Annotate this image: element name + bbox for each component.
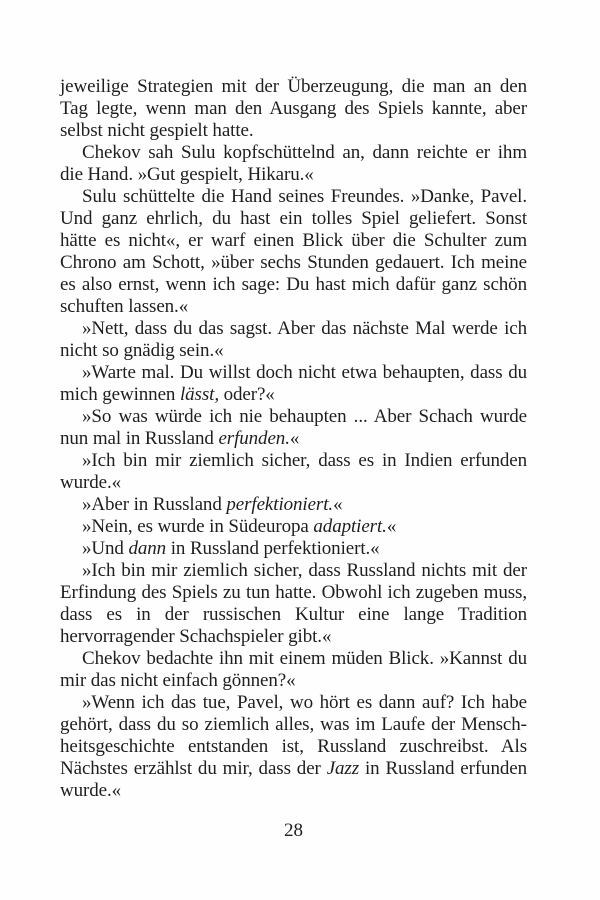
page-text [60, 76, 527, 802]
paragraph [60, 494, 527, 516]
text-run: Chekov bedachte ihn mit einem müden Blick. »Kannst du mir das nicht einfach gönnen?« [60, 648, 527, 691]
italic-text-run: erfunden. [218, 428, 290, 449]
text-run: oder?« [218, 384, 275, 405]
italic-text-run: Jazz [326, 758, 360, 779]
text-run: »Nein, es wurde in Südeuropa [82, 516, 314, 537]
paragraph [60, 406, 527, 450]
paragraph [60, 76, 527, 142]
text-run: »Ich bin mir ziemlich sicher, dass es in Indien erfunden wurde.« [60, 450, 527, 493]
text-run: »Ich bin mir ziemlich sicher, dass Russland nichts mit der Erfindung des Spiels zu tun hatte. Obwohl ich zugeben muss, dass es in der russischen Kultur eine lange Tradition hervorragender Schachspieler gibt.« [60, 560, 527, 647]
paragraph [60, 692, 527, 802]
italic-text-run: dann [128, 538, 167, 559]
italic-text-run: lässt, [179, 384, 219, 405]
text-run: jeweilige Strategien mit der Überzeugung, die man an den Tag legte, wenn man den Ausgang des Spiels kannte, aber selbst nicht gespielt hatte. [60, 76, 527, 141]
paragraph [60, 142, 527, 186]
paragraph [60, 362, 527, 406]
paragraph [60, 648, 527, 692]
paragraph [60, 560, 527, 648]
italic-text-run: adaptiert. [313, 516, 387, 537]
text-run: »Und [82, 538, 129, 559]
paragraph [60, 516, 527, 538]
paragraph [60, 318, 527, 362]
paragraph [60, 538, 527, 560]
text-run: »Aber in Russland [82, 494, 227, 515]
paragraph [60, 186, 527, 318]
text-run: in Russland perfektioniert.« [166, 538, 380, 559]
text-run: »Nett, dass du das sagst. Aber das nächste Mal werde ich nicht so gnädig sein.« [60, 318, 527, 361]
text-run: »Warte mal. Du willst doch nicht etwa behaupten, dass du mich gewinnen [60, 362, 527, 405]
text-run: « [333, 494, 343, 515]
text-run: Chekov sah Sulu kopfschüttelnd an, dann reichte er ihm die Hand. »Gut gespielt, Hikaru.« [60, 142, 527, 185]
text-run: « [289, 428, 300, 449]
text-run: in Russland erfunden wurde.« [60, 758, 527, 801]
italic-text-run: perfektioniert. [226, 494, 334, 515]
page-number: 28 [284, 820, 303, 841]
paragraph [60, 450, 527, 494]
text-run: »Wenn ich das tue, Pavel, wo hört es dann auf? Ich habe gehört, dass du so ziemlich alles, was im Laufe der Menschheitsgeschichte entstanden ist, Russland zuschreibst. Als Nächstes erzählst du mir, dass der [60, 692, 527, 779]
text-run: « [386, 516, 397, 537]
text-run: Sulu schüttelte die Hand seines Freundes. »Danke, Pavel. Und ganz ehrlich, du hast ein tolles Spiel geliefert. Sonst hätte es nicht«, er warf einen Blick über die Schulter zum Chrono am Schott, »über sechs Stunden gedauert. Ich meine es also ernst, wenn ich sage: Du hast mich dafür ganz schön schuften lassen.« [60, 186, 527, 317]
text-run: »So was würde ich nie behaupten ... Aber Schach wurde nun mal in Russland [60, 406, 527, 449]
